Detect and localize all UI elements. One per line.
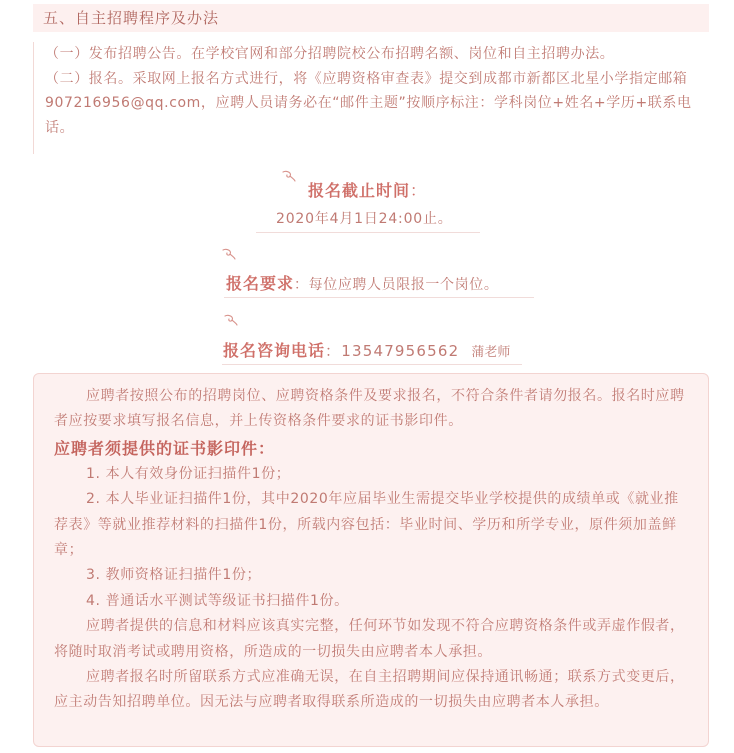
requirement-colon: ： (294, 277, 309, 293)
deadline-label (308, 178, 427, 201)
cert-item-2: 2. 本人毕业证扫描件1份，其中2020年应届毕业生需提交毕业学校提供的成绩单或《就业推荐表》等就业推荐材料的扫描件1份，所载内容包括：毕业时间、学历和所学专业，原件须加盖鲜章； (54, 491, 679, 559)
swirl-ornament-icon (224, 314, 238, 326)
phone-number: 13547956562 (341, 342, 460, 360)
divider (256, 232, 480, 233)
phone-label: 报名咨询电话 (223, 341, 326, 360)
notice-truth-paragraph: 应聘者提供的信息和材料应该真实完整，任何环节如发现不符合应聘资格条件或弄虚作假者，将随时取消考试或聘用资格，所造成的一切损失由应聘者本人承担。 (54, 618, 685, 660)
notice-contact-paragraph: 应聘者报名时所留联系方式应准确无误，在自主招聘期间应保持通讯畅通；联系方式变更后，应主动告知招聘单位。因无法与应聘者取得联系所造成的一切损失由应聘者本人承担。 (54, 669, 685, 711)
requirement-line (226, 271, 498, 294)
certs-title: 应聘者须提供的证书影印件： (54, 438, 276, 458)
section-title: 五、自主招聘程序及办法 (33, 4, 709, 32)
requirement-value: 每位应聘人员限报一个岗位。 (308, 277, 499, 293)
section-item-2: （二）报名。采取网上报名方式进行，将《应聘资格审查表》提交到成都市新都区北星小学指定邮箱907216956@qq.com，应聘人员请务必在“邮件主题”按顺序标注：学科岗位+姓名+学历+联系电话。 (45, 70, 692, 136)
cert-item-4: 4. 普通话水平测试等级证书扫描件1份。 (86, 592, 349, 609)
deadline-label-text: 报名截止时间 (308, 181, 411, 200)
notice-panel (33, 373, 709, 747)
notice-intro: 应聘者按照公布的招聘岗位、应聘资格条件及要求报名，不符合条件者请勿报名。报名时应聘者应按要求填写报名信息，并上传资格条件要求的证书影印件。 (54, 388, 685, 430)
phone-contact: 蒲老师 (471, 345, 511, 360)
divider (222, 364, 522, 365)
deadline-date: 2020年4月1日24:00止。 (276, 211, 453, 227)
divider (224, 297, 534, 298)
phone-colon: ： (325, 342, 342, 360)
cert-item-1: 1. 本人有效身份证扫描件1份； (86, 465, 291, 482)
section-body (33, 42, 709, 154)
deadline-colon: ： (410, 181, 428, 200)
phone-line (223, 338, 510, 361)
swirl-ornament-icon (222, 248, 236, 260)
swirl-ornament-icon (282, 170, 296, 182)
section-item-1: （一）发布招聘公告。在学校官网和部分招聘院校公布招聘名额、岗位和自主招聘办法。 (45, 46, 615, 62)
cert-item-3: 3. 教师资格证扫描件1份； (86, 567, 262, 584)
requirement-label: 报名要求 (226, 274, 295, 293)
